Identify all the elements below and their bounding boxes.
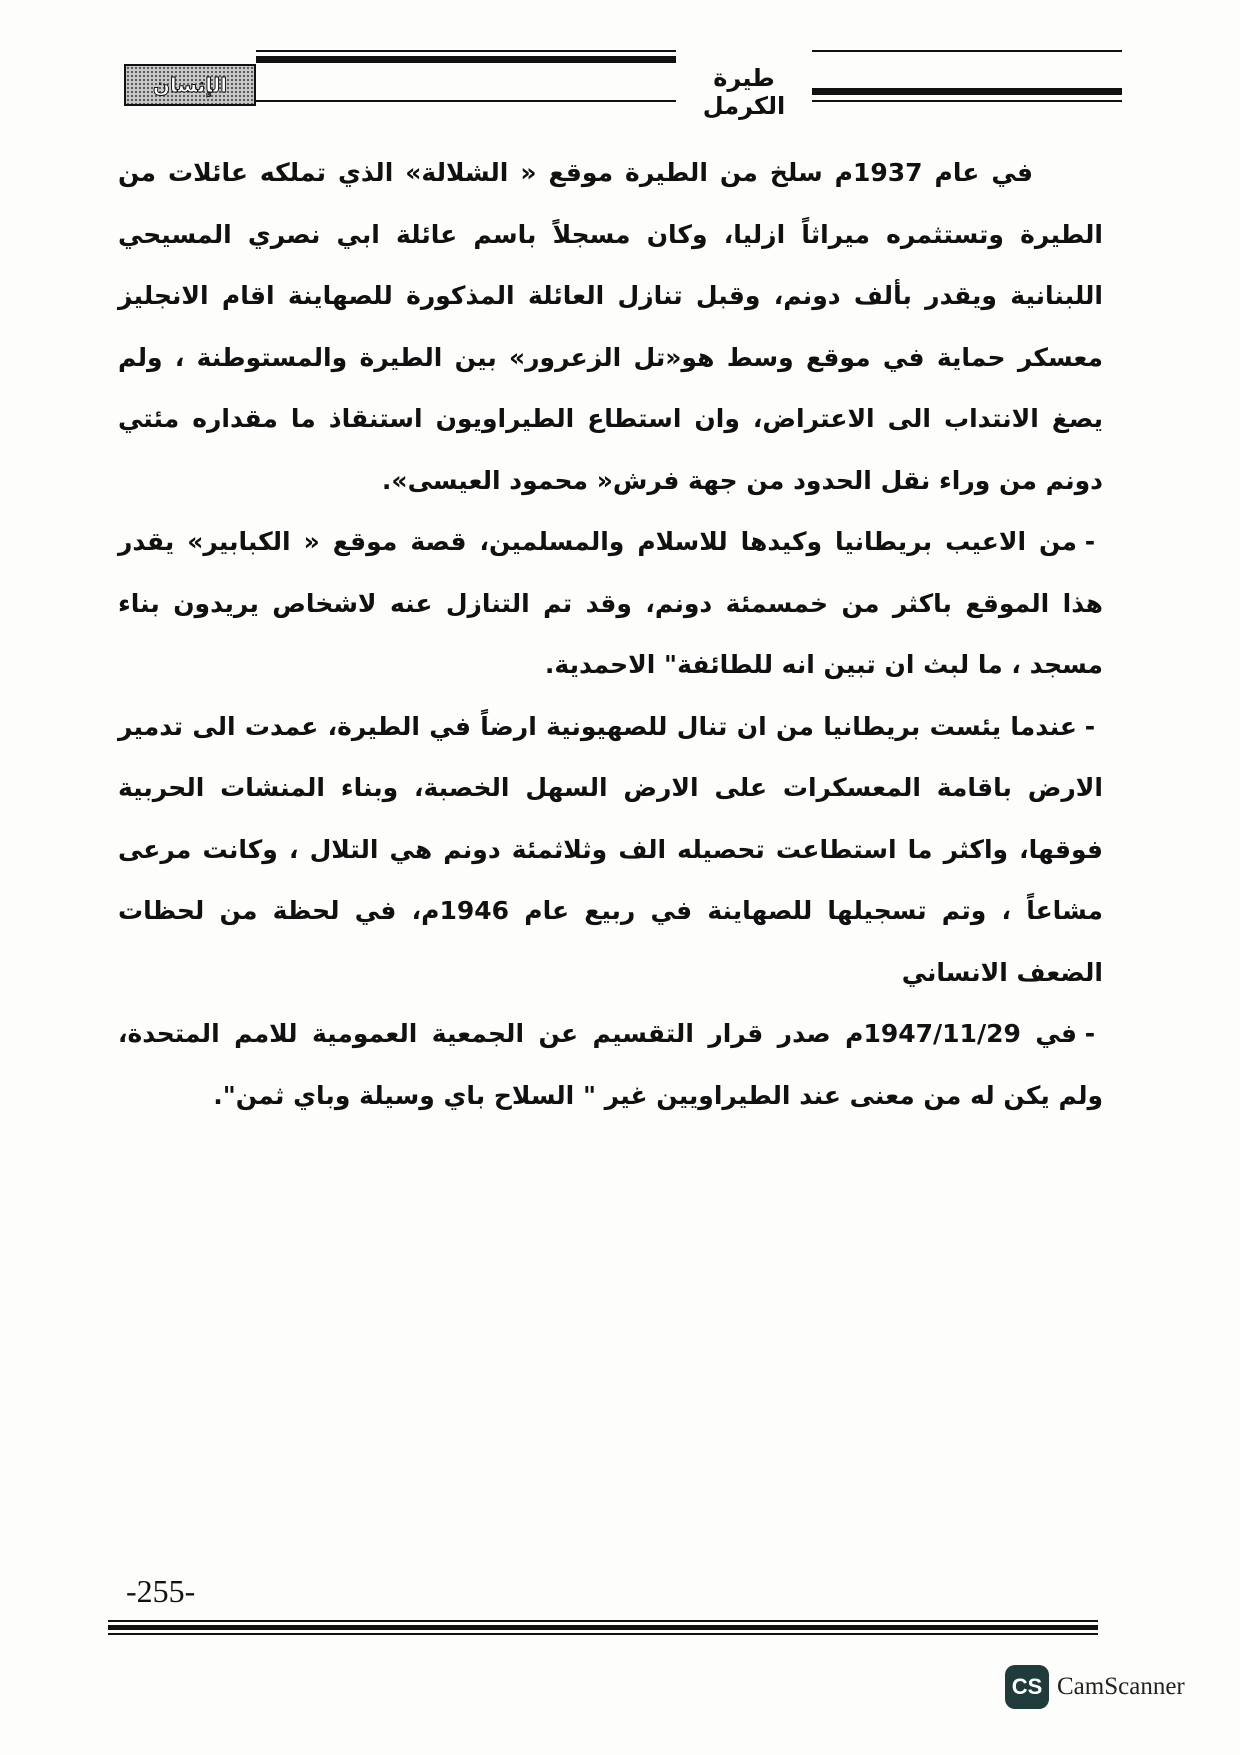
camscanner-text: CamScanner bbox=[1057, 1673, 1185, 1700]
bullet-item bbox=[118, 511, 1103, 696]
section-badge bbox=[124, 64, 256, 106]
page-header bbox=[122, 48, 1122, 118]
camscanner-watermark bbox=[1005, 1665, 1185, 1709]
footer-rule bbox=[108, 1620, 1098, 1636]
bullet-text: من الاعيب بريطانيا وكيدها للاسلام والمسلمين، قصة موقع « الكبابير» يقدر هذا الموقع باكثر من خمسمئة دونم، وقد تم التنازل عنه لاشخاص يريدون بناء مسجد ، ما لبث ان تبين انه للطائفة" الاحمدية. bbox=[118, 527, 1103, 679]
bullet-item bbox=[118, 696, 1103, 1004]
paragraph: في عام 1937م سلخ من الطيرة موقع « الشلالة» الذي تملكه عائلات من الطيرة وتستثمره ميراثاً ازليا، وكان مسجلاً باسم عائلة ابي نصري المسيحي اللبنانية ويقدر بألف دونم، وقبل تنازل العائلة المذكورة للصهاينة اقام الانجليز معسكر حماية في موقع وسط هو«تل الزعرور» بين الطيرة والمستوطنة ، ولم يصغ الانتداب الى الاعتراض، وان استطاع الطيراويون استنقاذ ما مقداره مئتي دونم من وراء نقل الحدود من جهة فرش« محمود العيسى». bbox=[118, 158, 1103, 495]
page-number: -255- bbox=[126, 1573, 196, 1609]
header-rule-left bbox=[256, 48, 676, 112]
bullet-dash: - bbox=[1084, 1019, 1096, 1048]
bullet-item bbox=[118, 1003, 1103, 1126]
section-badge-text: الإنسان bbox=[152, 73, 228, 97]
camscanner-logo-icon: CS bbox=[1005, 1665, 1049, 1709]
bullet-dash: - bbox=[1084, 711, 1096, 741]
bullet-text: عندما يئست بريطانيا من ان تنال للصهيونية ارضاً في الطيرة، عمدت الى تدمير الارض باقامة المعسكرات على الارض السهل الخصبة، وبناء المنشات الحربية فوقها، واكثر ما استطاعت تحصيله الف وثلاثمئة دونم هي التلال ، وكانت مرعى مشاعاً ، وتم تسجيلها للصهاينة في ربيع عام 1946م، في لحظة من لحظات الضعف الانساني bbox=[118, 711, 1103, 987]
running-title: طيرة الكرمل bbox=[702, 64, 786, 120]
bullet-text: في 1947/11/29م صدر قرار التقسيم عن الجمعية العمومية للامم المتحدة، ولم يكن له من معنى عند الطيراويين غير " السلاح باي وسيلة وباي ثمن". bbox=[118, 1019, 1103, 1110]
header-rule-right bbox=[812, 48, 1122, 112]
bullet-dash: - bbox=[1084, 527, 1096, 556]
body-text bbox=[118, 142, 1103, 1126]
